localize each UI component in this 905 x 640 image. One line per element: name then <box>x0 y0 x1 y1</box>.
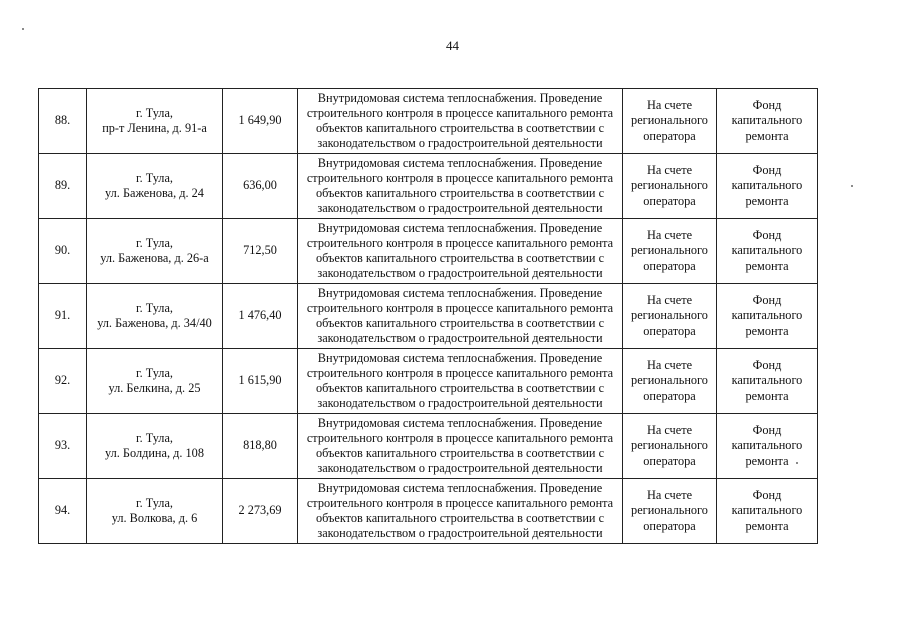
row-number-cell <box>39 89 87 154</box>
row-number-cell <box>39 414 87 479</box>
row-number-cell <box>39 284 87 349</box>
table-row <box>39 349 818 414</box>
work-description-line: объектов капитального строительства в соответствии с <box>315 446 605 460</box>
fund-line: Фонд <box>752 163 782 178</box>
work-description-cell <box>298 154 623 219</box>
row-number-cell <box>39 219 87 284</box>
fund-cell <box>717 479 818 544</box>
fund-line: ремонта <box>745 258 789 273</box>
work-description-line: Внутридомовая система теплоснабжения. Проведение <box>317 90 603 105</box>
account-line: На счете <box>646 423 693 438</box>
work-description-line: законодательством о градостроительной деятельности <box>317 396 603 411</box>
fund-line: Фонд <box>752 228 782 243</box>
fund-cell <box>717 89 818 154</box>
row-number-cell <box>39 154 87 219</box>
table-row <box>39 284 818 349</box>
amount-value: 818,80 <box>243 438 277 453</box>
fund-cell <box>717 154 818 219</box>
work-description-line: объектов капитального строительства в соответствии с <box>315 381 605 395</box>
work-description-line: Внутридомовая система теплоснабжения. Проведение <box>317 220 603 235</box>
account-line: регионального <box>631 373 708 388</box>
row-number: 88. <box>54 113 71 128</box>
amount-value: 2 273,69 <box>238 503 282 518</box>
fund-line: ремонта <box>745 193 789 208</box>
work-description-line: строительного контроля в процессе капитального ремонта <box>306 300 614 315</box>
table-row <box>39 89 818 154</box>
fund-line: ремонта <box>745 388 789 403</box>
work-description-line: законодательством о градостроительной деятельности <box>317 266 603 281</box>
work-description-line: объектов капитального строительства в соответствии с <box>315 511 605 525</box>
account-cell <box>623 479 717 544</box>
repair-registry-table <box>38 88 818 544</box>
work-description-line: строительного контроля в процессе капитального ремонта <box>306 235 614 250</box>
account-cell <box>623 219 717 284</box>
address-city: г. Тула, <box>136 105 173 120</box>
account-line: оператора <box>643 518 696 533</box>
amount-cell <box>223 89 298 154</box>
account-cell <box>623 154 717 219</box>
work-description-cell <box>298 284 623 349</box>
row-number: 94. <box>54 503 71 518</box>
address-cell <box>87 479 223 544</box>
fund-line: ремонта <box>745 453 789 468</box>
amount-value: 1 476,40 <box>238 308 282 323</box>
address-street: ул. Баженова, д. 24 <box>105 186 204 200</box>
account-line: оператора <box>643 453 696 468</box>
account-line: оператора <box>643 128 696 143</box>
work-description-line: строительного контроля в процессе капитального ремонта <box>306 170 614 185</box>
fund-cell <box>717 284 818 349</box>
account-line: регионального <box>631 438 708 453</box>
address-city: г. Тула, <box>136 430 173 445</box>
work-description-line: объектов капитального строительства в соответствии с <box>315 121 605 135</box>
account-line: регионального <box>631 243 708 258</box>
address-cell <box>87 154 223 219</box>
work-description-line: Внутридомовая система теплоснабжения. Проведение <box>317 350 603 365</box>
work-description-line: законодательством о градостроительной деятельности <box>317 136 603 151</box>
work-description-cell <box>298 349 623 414</box>
work-description-line: Внутридомовая система теплоснабжения. Проведение <box>317 480 603 495</box>
address-cell <box>87 219 223 284</box>
address-cell <box>87 349 223 414</box>
work-description-line: законодательством о градостроительной деятельности <box>317 201 603 216</box>
work-description-line: объектов капитального строительства в соответствии с <box>315 316 605 330</box>
amount-cell <box>223 219 298 284</box>
table-row <box>39 154 818 219</box>
fund-line: капитального <box>731 178 803 193</box>
account-line: регионального <box>631 308 708 323</box>
account-line: На счете <box>646 293 693 308</box>
scan-speck <box>22 28 24 30</box>
table-row <box>39 219 818 284</box>
fund-line: капитального <box>731 308 803 323</box>
amount-cell <box>223 479 298 544</box>
account-cell <box>623 349 717 414</box>
address-cell <box>87 89 223 154</box>
account-line: На счете <box>646 98 693 113</box>
fund-line: Фонд <box>752 488 782 503</box>
row-number: 89. <box>54 178 71 193</box>
amount-value: 1 615,90 <box>238 373 282 388</box>
account-line: На счете <box>646 488 693 503</box>
account-line: оператора <box>643 193 696 208</box>
work-description-line: законодательством о градостроительной деятельности <box>317 331 603 346</box>
work-description-line: объектов капитального строительства в соответствии с <box>315 186 605 200</box>
address-city: г. Тула, <box>136 365 173 380</box>
work-description-cell <box>298 414 623 479</box>
work-description-line: объектов капитального строительства в соответствии с <box>315 251 605 265</box>
fund-line: ремонта <box>745 323 789 338</box>
amount-value: 712,50 <box>243 243 277 258</box>
fund-line: Фонд <box>752 423 782 438</box>
work-description-line: Внутридомовая система теплоснабжения. Проведение <box>317 415 603 430</box>
account-line: регионального <box>631 178 708 193</box>
address-street: ул. Болдина, д. 108 <box>105 446 204 460</box>
scan-speck <box>851 185 853 187</box>
row-number: 90. <box>54 243 71 258</box>
account-line: оператора <box>643 258 696 273</box>
work-description-cell <box>298 219 623 284</box>
fund-line: капитального <box>731 113 803 128</box>
address-street: пр-т Ленина, д. 91-а <box>102 121 207 135</box>
work-description-line: Внутридомовая система теплоснабжения. Проведение <box>317 285 603 300</box>
fund-cell <box>717 414 818 479</box>
fund-cell <box>717 219 818 284</box>
account-cell <box>623 89 717 154</box>
amount-value: 1 649,90 <box>238 113 282 128</box>
address-street: ул. Белкина, д. 25 <box>108 381 201 395</box>
fund-line: Фонд <box>752 358 782 373</box>
address-city: г. Тула, <box>136 170 173 185</box>
address-street: ул. Баженова, д. 26-а <box>100 251 209 265</box>
work-description-cell <box>298 479 623 544</box>
work-description-line: строительного контроля в процессе капитального ремонта <box>306 430 614 445</box>
table-row <box>39 414 818 479</box>
address-city: г. Тула, <box>136 495 173 510</box>
account-line: регионального <box>631 113 708 128</box>
address-city: г. Тула, <box>136 300 173 315</box>
fund-line: ремонта <box>745 518 789 533</box>
fund-line: капитального <box>731 438 803 453</box>
amount-cell <box>223 414 298 479</box>
work-description-line: строительного контроля в процессе капитального ремонта <box>306 365 614 380</box>
work-description-line: строительного контроля в процессе капитального ремонта <box>306 105 614 120</box>
work-description-line: Внутридомовая система теплоснабжения. Проведение <box>317 155 603 170</box>
account-line: оператора <box>643 388 696 403</box>
address-cell <box>87 414 223 479</box>
fund-cell <box>717 349 818 414</box>
address-cell <box>87 284 223 349</box>
fund-line: капитального <box>731 243 803 258</box>
amount-cell <box>223 349 298 414</box>
amount-value: 636,00 <box>243 178 277 193</box>
account-cell <box>623 284 717 349</box>
amount-cell <box>223 154 298 219</box>
row-number: 91. <box>54 308 71 323</box>
work-description-line: законодательством о градостроительной деятельности <box>317 526 603 541</box>
fund-line: Фонд <box>752 98 782 113</box>
fund-line: Фонд <box>752 293 782 308</box>
fund-line: капитального <box>731 503 803 518</box>
account-line: На счете <box>646 358 693 373</box>
account-line: На счете <box>646 228 693 243</box>
address-city: г. Тула, <box>136 235 173 250</box>
account-line: На счете <box>646 163 693 178</box>
page-number: 44 <box>446 38 459 53</box>
row-number: 92. <box>54 373 71 388</box>
work-description-line: законодательством о градостроительной деятельности <box>317 461 603 476</box>
account-cell <box>623 414 717 479</box>
account-line: регионального <box>631 503 708 518</box>
account-line: оператора <box>643 323 696 338</box>
work-description-cell <box>298 89 623 154</box>
row-number: 93. <box>54 438 71 453</box>
table-row <box>39 479 818 544</box>
fund-line: ремонта <box>745 128 789 143</box>
row-number-cell <box>39 479 87 544</box>
row-number-cell <box>39 349 87 414</box>
address-street: ул. Волкова, д. 6 <box>111 511 198 525</box>
amount-cell <box>223 284 298 349</box>
fund-line: капитального <box>731 373 803 388</box>
address-street: ул. Баженова, д. 34/40 <box>97 316 212 330</box>
work-description-line: строительного контроля в процессе капитального ремонта <box>306 495 614 510</box>
